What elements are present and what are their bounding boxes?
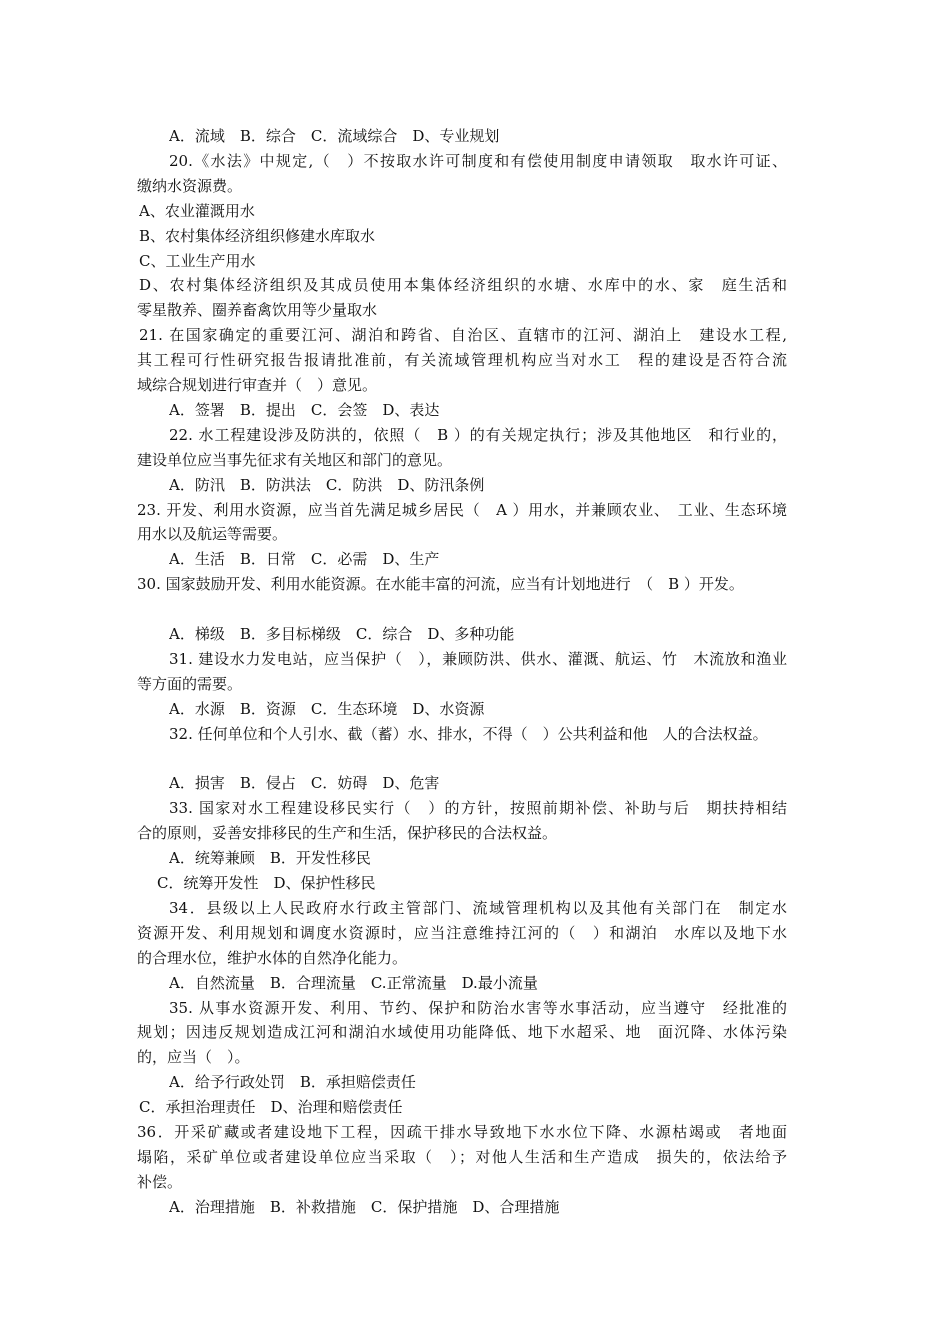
text-line: A．防汛 B．防洪法 C．防洪 D、防汛条例	[169, 475, 485, 494]
text-line: A．生活 B．日常 C．必需 D、生产	[169, 550, 440, 569]
text-line: D、农村集体经济组织及其成员使用本集体经济组织的水塘、水库中的水、家 庭生活和	[139, 276, 787, 295]
text-line: 等方面的需要。	[137, 674, 243, 693]
text-line: 塌陷，采矿单位或者建设单位应当采取（ ）；对他人生活和生产造成 损失的，依法给予	[137, 1147, 787, 1166]
text-line: 缴纳水资源费。	[137, 176, 243, 195]
text-line: A．自然流量 B．合理流量 C.正常流量 D.最小流量	[169, 973, 538, 992]
text-line: A．治理措施 B．补救措施 C．保护措施 D、合理措施	[169, 1197, 560, 1216]
text-line	[137, 747, 787, 772]
text-line: 域综合规划进行审查并（ ）意见。	[137, 376, 378, 394]
text-line: B、农村集体经济组织修建水库取水	[139, 226, 376, 245]
text-line: C．统筹开发性 D、保护性移民	[157, 874, 376, 892]
text-line: A．给予行政处罚 B．承担赔偿责任	[169, 1073, 416, 1092]
text-line: 20.《水法》中规定,（ ）不按取水许可制度和有偿使用制度申请领取 取水许可证、	[169, 151, 787, 170]
text-line: 建设单位应当事先征求有关地区和部门的意见。	[137, 450, 453, 469]
text-line	[137, 597, 787, 622]
text-line: A、农业灌溉用水	[139, 201, 255, 220]
text-line: 补偿。	[137, 1172, 183, 1191]
text-line: 22. 水工程建设涉及防洪的，依照（ B ）的有关规定执行；涉及其他地区 和行业的，	[169, 425, 787, 444]
text-line: 33. 国家对水工程建设移民实行（ ）的方针，按照前期补偿、补助与后 期扶持相结	[169, 799, 787, 818]
text-line: 规划；因违反规划造成江河和湖泊水域使用功能降低、地下水超采、地 面沉降、水体污染	[137, 1023, 787, 1042]
text-line: C．承担治理责任 D、治理和赔偿责任	[139, 1098, 403, 1117]
text-line: 34．县级以上人民政府水行政主管部门、流域管理机构以及其他有关部门在 制定水	[169, 898, 787, 917]
text-line: 用水以及航运等需要。	[137, 525, 288, 544]
text-line: A．统筹兼顾 B．开发性移民	[169, 849, 371, 868]
text-line: 21. 在国家确定的重要江河、湖泊和跨省、自治区、直辖市的江河、湖泊上 建设水工程,	[139, 326, 787, 345]
text-line: 32. 任何单位和个人引水、截（蓄）水、排水，不得（ ）公共利益和他 人的合法权益。	[169, 724, 768, 743]
text-line: A．损害 B．侵占 C．妨碍 D、危害	[169, 774, 440, 793]
text-line: 31. 建设水力发电站，应当保护（ ），兼顾防洪、供水、灌溉、航运、竹 木流放和渔业	[169, 649, 787, 668]
text-line: 的，应当（ ）。	[137, 1048, 250, 1067]
text-line: A．水源 B．资源 C．生态环境 D、水资源	[169, 699, 485, 718]
text-line: 的合理水位，维护水体的自然净化能力。	[137, 948, 408, 967]
text-line: 36．开采矿藏或者建设地下工程，因疏干排水导致地下水水位下降、水源枯竭或 者地面	[137, 1123, 787, 1141]
text-line: 23. 开发、利用水资源，应当首先满足城乡居民（ A ）用水，并兼顾农业、 工业、生态环境	[137, 500, 787, 519]
text-line: 零星散养、圈养畜禽饮用等少量取水	[137, 301, 378, 320]
text-line: 合的原则，妥善安排移民的生产和生活，保护移民的合法权益。	[137, 824, 558, 843]
text-line: 资源开发、利用规划和调度水资源时，应当注意维持江河的（ ）和湖泊 水库以及地下水	[137, 923, 787, 942]
text-line: A．梯级 B．多目标梯级 C．综合 D、多种功能	[169, 625, 515, 643]
text-line: 35. 从事水资源开发、利用、节约、保护和防治水害等水事活动，应当遵守 经批准的	[169, 998, 787, 1017]
text-line: A．签署 B．提出 C．会签 D、表达	[169, 400, 440, 419]
text-line: C、工业生产用水	[139, 251, 256, 270]
text-line: 其工程可行性研究报告报请批准前，有关流域管理机构应当对水工 程的建设是否符合流	[137, 351, 787, 370]
text-line: A．流域 B．综合 C．流域综合 D、专业规划	[169, 127, 500, 145]
text-line: 30. 国家鼓励开发、利用水能资源。在水能丰富的河流，应当有计划地进行 （ B ）开发。	[137, 575, 744, 594]
